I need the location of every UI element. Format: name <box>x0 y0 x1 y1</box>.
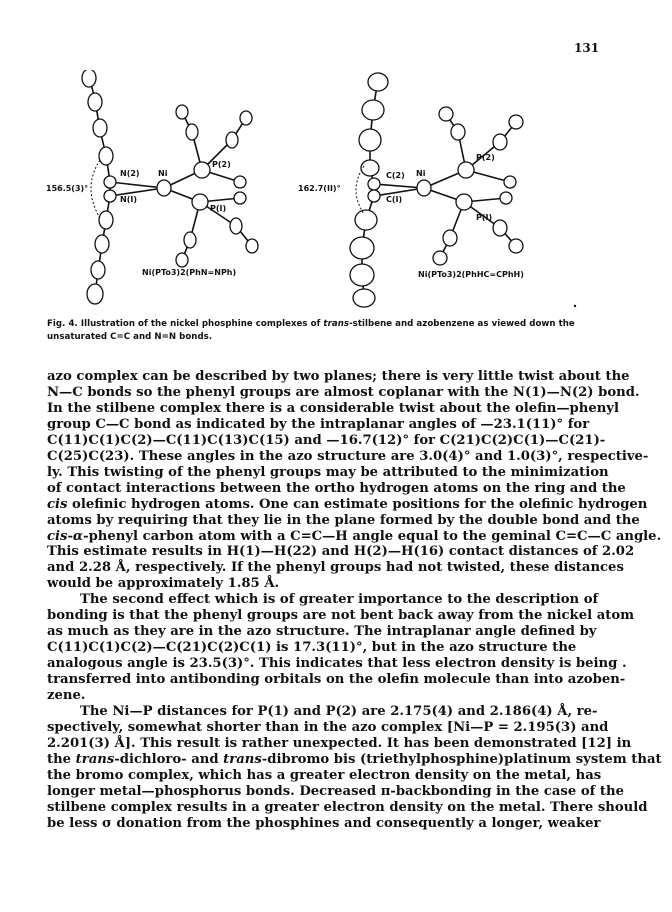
body-text <box>47 369 662 832</box>
paragraph-2: The second effect which is of greater importance to the description of bonding is that the phenyl groups are not bent back away from the nickel atom as much as they are in the azo structure. The intraplanar angle defined by C(11)C(1)C(2)—C(21)C(2)C(1) is 17.3(11)°, but in the azo structure the analogous angle is 23.5(3)°. This indicates that less electron density is being . transferred into antibonding orbitals on the olefin molecule than into azoben- zene. <box>47 592 635 704</box>
molecular-structure-figure <box>40 70 640 310</box>
right-atom-p1: P(I) <box>476 213 493 222</box>
right-angle-label: 162.7(II)° <box>298 184 341 193</box>
right-atom-p2: P(2) <box>476 153 495 162</box>
figure-caption: Fig. 4. Illustration of the nickel phosphine complexes of trans-stilbene and azobenzene as viewed down the unsaturated C=C and N=N bonds. <box>47 319 575 342</box>
left-angle-label: 156.5(3)° <box>46 184 89 193</box>
left-atom-p1: P(I) <box>210 204 227 213</box>
right-atom-c2: C(2) <box>386 171 405 180</box>
left-atom-n1: N(I) <box>120 195 137 204</box>
left-atom-n2: N(2) <box>120 169 140 178</box>
paragraph-3: The Ni—P distances for P(1) and P(2) are 2.175(4) and 2.186(4) Å, re- spectively, somewhat shorter than in the azo complex [Ni—P = 2.195(3) and 2.201(3) Å]. This result is rather unexpected. It has been demonstrated [12] in the trans-dichloro- and trans-dibromo bis (triethylphosphine)platinum system that the bromo complex, which has a greater electron density on the metal, has longer metal—phosphorus bonds. Decreased π-backbonding in the case of the stilbene complex results in a greater electron density on the metal. There should be less σ donation from the phosphines and consequently a longer, weaker <box>47 704 662 831</box>
page-number: 131 <box>574 41 600 55</box>
paragraph-1: azo complex can be described by two planes; there is very little twist about the N—C bonds so the phenyl groups are almost coplanar with the N(1)—N(2) bond. In the stilbene complex there is a considerable twist about the olefin—phenyl group C—C bond as indicated by the intraplanar angles of —23.1(11)° for C(11)C(1)C(2)—C(11)C(13)C(15) and —16.7(12)° for C(21)C(2)C(1)—C(21)- C(25)C(23). These angles in the azo structure are 3.0(4)° and 1.0(3)°, respective- ly. This twisting of the phenyl groups may be attributed to the minimization of contact interactions between the ortho hydrogen atoms on the ring and the cis olefinic hydrogen atoms. One can estimate positions for the olefinic hydrogen atoms by requiring that they lie in the plane formed by the double bond and the cis-α-phenyl carbon atom with a C=C—H angle equal to the geminal C=C—C angle. This estimate results in H(1)—H(22) and H(2)—H(16) contact distances of 2.02 and 2.28 Å, respectively. If the phenyl groups had not twisted, these distances would be approximately 1.85 Å. <box>47 369 662 592</box>
right-atom-ni: Ni <box>416 169 426 178</box>
right-atom-c1: C(I) <box>386 195 403 204</box>
left-atom-p2: P(2) <box>212 160 231 169</box>
left-formula: Ni(PTo3)2(PhN=NPh) <box>142 268 237 277</box>
left-atom-ni: Ni <box>158 169 168 178</box>
right-formula: Ni(PTo3)2(PhHC=CPhH) <box>418 270 524 279</box>
ortep-drawings <box>40 70 640 310</box>
